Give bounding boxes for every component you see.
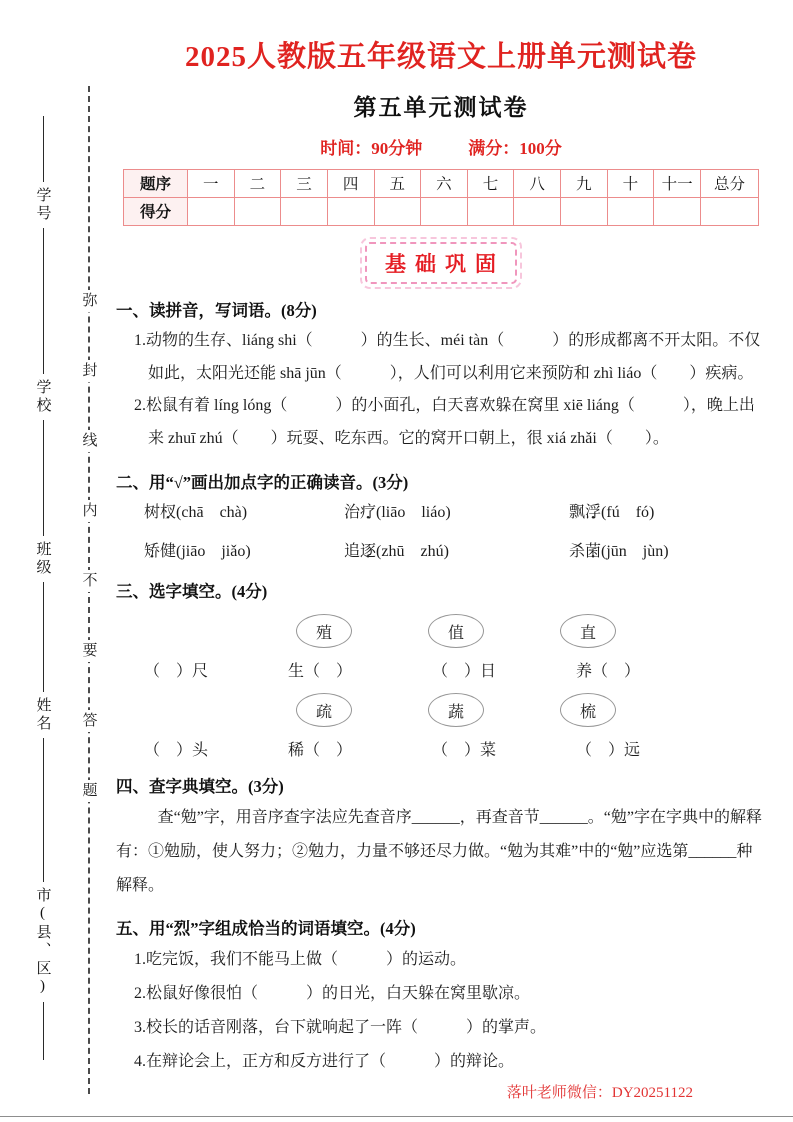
section-1-pinyin-writing (116, 297, 766, 456)
section-2-pronunciation (116, 469, 766, 565)
blank-item: （ ）日 (432, 663, 497, 681)
blank-item: （ ）头 (144, 742, 209, 760)
section-4-heading: 四、查字典填空。(3分) (116, 777, 284, 797)
seal-char: 题 (79, 780, 101, 802)
section-5-heading: 五、用“烈”字组成恰当的词语填空。(4分) (116, 919, 416, 939)
fill-blank-row (144, 737, 766, 760)
col-9: 九 (561, 169, 608, 197)
question-item: 1.动物的生存、liáng shi（ ）的生长、méi tàn（ ）的形成都离不开太阳。不仅如此，太阳光还能 shā jūn（ ），人们可以利用它来预防和 zhì liáo（ ）疾病。 (134, 331, 761, 382)
field-underline (43, 420, 44, 536)
section-3-heading: 三、选字填空。(4分) (116, 582, 268, 602)
choice-cloud-row (296, 614, 766, 648)
score-cell (188, 197, 235, 225)
col-10: 十 (607, 169, 654, 197)
choice-cloud: 蔬 (428, 693, 484, 727)
col-8: 八 (514, 169, 561, 197)
pinyin-choice-item (569, 499, 766, 526)
score-cell (421, 197, 468, 225)
word-part: 健 (160, 543, 177, 561)
pinyin-options: (zhū zhú) (376, 543, 449, 561)
pinyin-choice-item (569, 538, 766, 565)
page-title: 2025人教版五年级语文上册单元测试卷 (184, 41, 697, 73)
section-5-word-fill (116, 915, 766, 1079)
col-11: 十一 (654, 169, 701, 197)
field-label-name: 姓名 (34, 697, 51, 733)
fill-blank-item: 1.吃完饭，我们不能马上做（ ）的运动。 (134, 951, 467, 969)
score-cell (561, 197, 608, 225)
exam-meta (116, 134, 766, 159)
field-label-student-number: 学号 (34, 187, 51, 223)
seal-char: 答 (79, 710, 101, 732)
seal-char: 线 (79, 430, 101, 452)
word-part: 飘 (569, 503, 586, 521)
score-table (123, 169, 759, 226)
seal-line-text (79, 290, 101, 802)
pinyin-options: (jūn jùn) (601, 543, 669, 561)
blank-item: 稀（ ） (288, 742, 353, 760)
basics-badge (365, 242, 517, 284)
section-2-heading: 二、用“√”画出加点字的正确读音。(3分) (116, 472, 409, 492)
seal-char: 要 (79, 640, 101, 662)
word-part: 治 (344, 503, 361, 521)
blank-item: （ ）菜 (432, 742, 497, 760)
seal-char: 封 (79, 360, 101, 382)
pinyin-options: (fú fó) (601, 503, 655, 521)
fill-blank-item: 3.校长的话音刚落，台下就响起了一阵（ ）的掌声。 (134, 1018, 547, 1036)
dotted-char: 疗 (360, 503, 377, 521)
seal-char: 弥 (79, 290, 101, 312)
score-cell (514, 197, 561, 225)
pinyin-choice-item (344, 499, 569, 526)
full-score-label: 满分：100分 (468, 138, 562, 158)
section-4-dictionary (116, 773, 766, 902)
pinyin-choice-item (344, 538, 569, 565)
paper-content (116, 40, 766, 1079)
blank-item: （ ）远 (576, 742, 641, 760)
question-item: 2.松鼠有着 líng lóng（ ）的小面孔，白天喜欢躲在窝里 xiē liáng（ ），晚上出来 zhuī zhú（ ）玩耍、吃东西。它的窝开口朝上，很 xiá zhǎi（ ）。 (134, 397, 755, 448)
field-underline (43, 116, 44, 182)
pinyin-choice-item (144, 499, 344, 526)
fill-blank-item: 2.松鼠好像很怕（ ）的日光，白天躲在窝里歇凉。 (134, 985, 531, 1003)
score-cell (374, 197, 421, 225)
field-label-district: 市(县、区) (34, 887, 51, 997)
field-label-school: 学校 (34, 379, 51, 415)
score-table-header-row (124, 169, 759, 197)
section-1-heading: 一、读拼音，写词语。(8分) (116, 300, 317, 320)
col-3: 三 (281, 169, 328, 197)
seal-char: 内 (79, 500, 101, 522)
time-label: 时间：90分钟 (320, 138, 423, 158)
dotted-char: 逐 (360, 543, 377, 561)
choice-cloud-row (296, 693, 766, 727)
seal-line (82, 86, 98, 1094)
dotted-char: 杈 (160, 503, 177, 521)
section-3-character-choice (116, 578, 766, 760)
col-2: 二 (234, 169, 281, 197)
col-total: 总分 (701, 169, 759, 197)
dotted-char: 菌 (585, 543, 602, 561)
pinyin-choice-item (144, 538, 344, 565)
choice-cloud: 疏 (296, 693, 352, 727)
pinyin-options: (chā chà) (176, 503, 248, 521)
choice-cloud: 直 (560, 614, 616, 648)
unit-subtitle: 第五单元测试卷 (353, 94, 529, 120)
dotted-char: 矫 (144, 543, 161, 561)
choice-cloud: 值 (428, 614, 484, 648)
word-part: 杀 (569, 543, 586, 561)
col-7: 七 (467, 169, 514, 197)
score-cell (281, 197, 328, 225)
col-6: 六 (421, 169, 468, 197)
field-underline (43, 1002, 44, 1060)
choice-cloud: 殖 (296, 614, 352, 648)
basics-badge-label: 基础巩固 (385, 251, 505, 276)
choice-cloud: 梳 (560, 693, 616, 727)
score-cell (327, 197, 374, 225)
score-cell (654, 197, 701, 225)
field-underline (43, 582, 44, 692)
footer-contact: 落叶老师微信：DY20251122 (506, 1085, 693, 1101)
pinyin-options: (jiāo jiǎo) (176, 543, 251, 561)
dictionary-question-text: 查“勉”字，用音序查字法应先查音序______，再查音节______。“勉”字在字典中的解释有：①勉励，使人努力；②勉力，力量不够还尽力做。“勉为其难”中的“勉”应选第______种解释。 (116, 809, 763, 894)
fill-blank-row (144, 658, 766, 681)
blank-item: 养（ ） (576, 663, 641, 681)
field-underline (43, 228, 44, 374)
field-label-class: 班级 (34, 541, 51, 577)
col-5: 五 (374, 169, 421, 197)
dotted-char: 浮 (585, 503, 602, 521)
col-question-order: 题序 (124, 169, 188, 197)
col-4: 四 (327, 169, 374, 197)
seal-char: 不 (79, 570, 101, 592)
word-part: 树 (144, 503, 161, 521)
word-part: 追 (344, 543, 361, 561)
badge-row (116, 242, 766, 284)
score-row-label: 得分 (124, 197, 188, 225)
score-cell (467, 197, 514, 225)
blank-item: 生（ ） (288, 663, 353, 681)
field-underline (43, 738, 44, 882)
pronunciation-grid (144, 499, 766, 565)
pinyin-options: (liāo liáo) (376, 503, 451, 521)
margin-fields (30, 116, 56, 1060)
score-cell (234, 197, 281, 225)
score-table-score-row (124, 197, 759, 225)
score-cell (701, 197, 759, 225)
fill-blank-item: 4.在辩论会上，正方和反方进行了（ ）的辩论。 (134, 1052, 515, 1070)
bottom-rule (0, 1116, 793, 1117)
blank-item: （ ）尺 (144, 663, 209, 681)
score-cell (607, 197, 654, 225)
col-1: 一 (188, 169, 235, 197)
